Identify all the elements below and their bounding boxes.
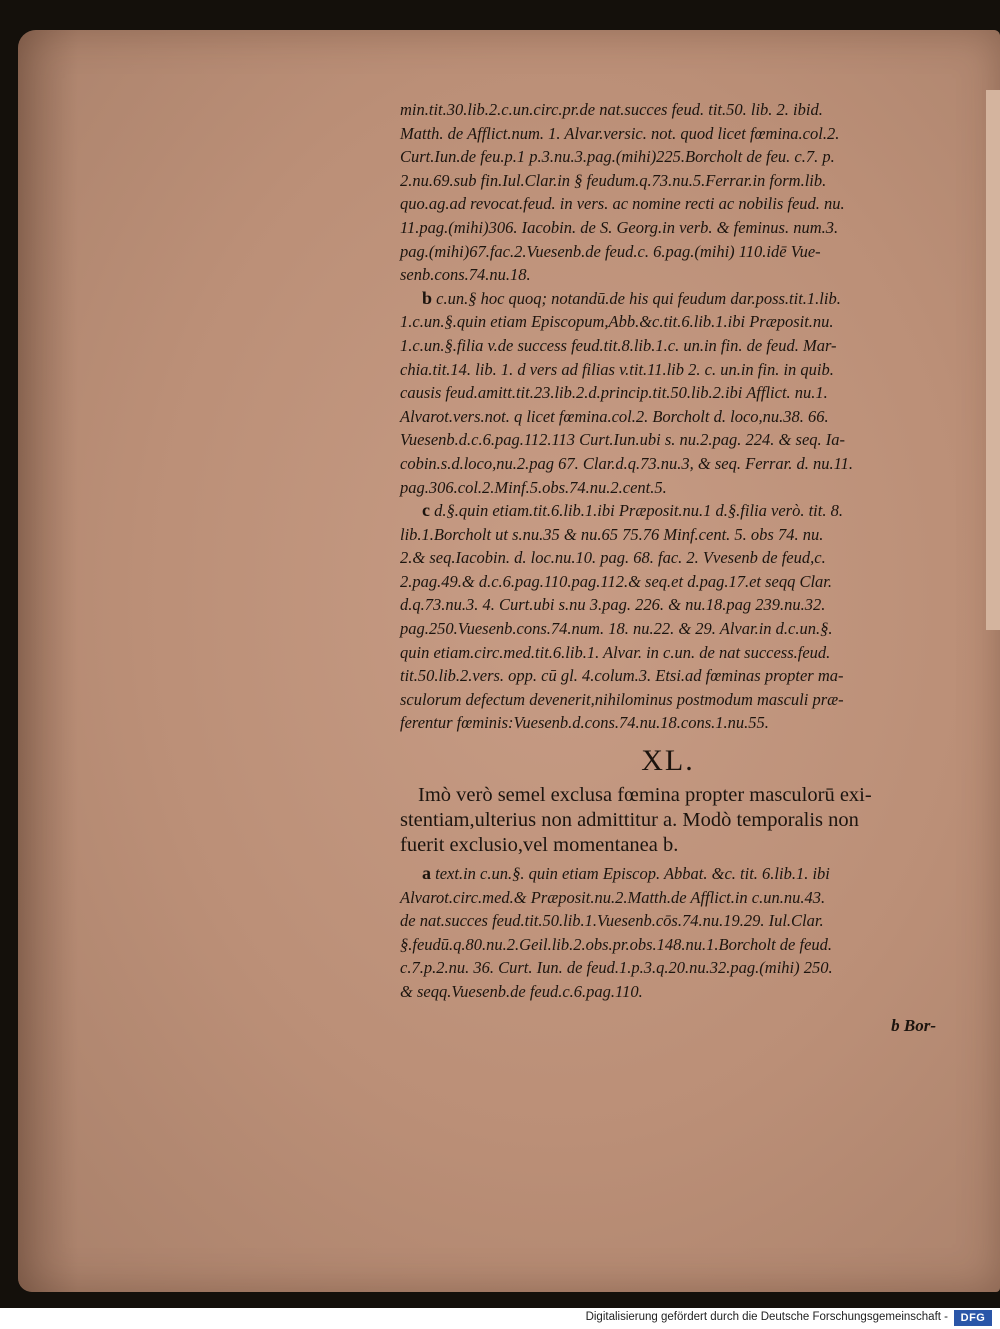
catchword: b Bor- xyxy=(891,1015,936,1035)
note-marker: a xyxy=(422,863,431,884)
note-line: Curt.Iun.de feu.p.1 p.3.nu.3.pag.(mihi)225.Borcholt de feu. c.7. p. xyxy=(400,147,835,167)
note-line: c.un.§ hoc quoq; notandū.de his qui feudum dar.poss.tit.1.lib. xyxy=(436,288,841,308)
note-line: 1.c.un.§.filia v.de success feud.tit.8.lib.1.c. un.in fin. de feud. Mar- xyxy=(400,335,837,355)
note-line: pag.306.col.2.Minf.5.obs.74.nu.2.cent.5. xyxy=(400,477,667,497)
note-c xyxy=(400,499,936,735)
note-line: pag.250.Vuesenb.cons.74.num. 18. nu.22. & 29. Alvar.in d.c.un.§. xyxy=(400,619,833,639)
footer-credit: Digitalisierung gefördert durch die Deutsche Forschungsgemeinschaft - xyxy=(585,1311,948,1323)
note-line: 2.nu.69.sub fin.Iul.Clar.in § feudum.q.73.nu.5.Ferrar.in form.lib. xyxy=(400,170,827,190)
note-line: d.§.quin etiam.tit.6.lib.1.ibi Præposit.nu.1 d.§.filia verò. tit. 8. xyxy=(434,501,843,521)
note-line: c.7.p.2.nu. 36. Curt. Iun. de feud.1.p.3.q.20.nu.32.pag.(mihi) 250. xyxy=(400,958,833,978)
note-line: senb.cons.74.nu.18. xyxy=(400,265,531,285)
digitization-footer xyxy=(0,1308,1000,1329)
note-line: tit.50.lib.2.vers. opp. cū gl. 4.colum.3. Etsi.ad fœminas propter ma- xyxy=(400,666,844,686)
section-heading: XL. xyxy=(641,744,695,778)
note-line: pag.(mihi)67.fac.2.Vuesenb.de feud.c. 6.pag.(mihi) 110.idē Vue- xyxy=(400,241,821,261)
note-line: quin etiam.circ.med.tit.6.lib.1. Alvar. in c.un. de nat success.feud. xyxy=(400,642,831,662)
note-continuation xyxy=(400,98,936,287)
note-b xyxy=(400,287,936,499)
note-line: de nat.succes feud.tit.50.lib.1.Vuesenb.cōs.74.nu.19.29. Iul.Clar. xyxy=(400,911,824,931)
note-line: 1.c.un.§.quin etiam Episcopum,Abb.&c.tit.6.lib.1.ibi Præposit.nu. xyxy=(400,312,834,332)
note-line: sculorum defectum devenerit,nihilominus postmodum masculi præ- xyxy=(400,689,844,709)
note-line: cobin.s.d.loco,nu.2.pag 67. Clar.d.q.73.nu.3, & seq. Ferrar. d. nu.11. xyxy=(400,453,853,473)
note-line: ferentur fœminis:Vuesenb.d.cons.74.nu.18.cons.1.nu.55. xyxy=(400,713,769,733)
note-line: & seqq.Vuesenb.de feud.c.6.pag.110. xyxy=(400,982,643,1001)
note-line: causis feud.amitt.tit.23.lib.2.d.princip.tit.50.lib.2.ibi Afflict. nu.1. xyxy=(400,383,828,403)
main-text-line: Imò verò semel exclusa fœmina propter masculorū exi- xyxy=(418,784,872,807)
note-line: quo.ag.ad revocat.feud. in vers. ac nomine recti ac nobilis feud. nu. xyxy=(400,194,845,214)
note-line: Vuesenb.d.c.6.pag.112.113 Curt.Iun.ubi s. nu.2.pag. 224. & seq. Ia- xyxy=(400,430,846,450)
page-text-block xyxy=(400,98,936,1036)
note-line: Matth. de Afflict.num. 1. Alvar.versic. not. quod licet fœmina.col.2. xyxy=(400,123,840,143)
notes-top xyxy=(400,98,936,735)
note-line: 2.& seq.Iacobin. d. loc.nu.10. pag. 68. fac. 2. Vvesenb de feud,c. xyxy=(400,548,826,568)
note-line: §.feudū.q.80.nu.2.Geil.lib.2.obs.pr.obs.148.nu.1.Borcholt de feud. xyxy=(400,934,833,954)
note-line: lib.1.Borcholt ut s.nu.35 & nu.65 75.76 Minf.cent. 5. obs 74. nu. xyxy=(400,524,824,544)
note-line: Alvarot.vers.not. q licet fœmina.col.2. Borcholt d. loco,nu.38. 66. xyxy=(400,406,829,426)
note-a xyxy=(400,862,936,1004)
note-line: 11.pag.(mihi)306. Iacobin. de S. Georg.in verb. & feminus. num.3. xyxy=(400,217,839,237)
note-line: chia.tit.14. lib. 1. d vers ad filias v.tit.11.lib 2. c. un.in fin. in quib. xyxy=(400,359,834,379)
dfg-logo-icon: DFG xyxy=(954,1310,992,1326)
note-line: d.q.73.nu.3. 4. Curt.ubi s.nu 3.pag. 226. & nu.18.pag 239.nu.32. xyxy=(400,595,826,615)
note-line: Alvarot.circ.med.& Præposit.nu.2.Matth.de Afflict.in c.un.nu.43. xyxy=(400,887,826,907)
note-marker: b xyxy=(422,287,433,308)
main-paragraph xyxy=(400,783,936,858)
note-line: 2.pag.49.& d.c.6.pag.110.pag.112.& seq.et d.pag.17.et seqq Clar. xyxy=(400,571,833,591)
note-line: min.tit.30.lib.2.c.un.circ.pr.de nat.succes feud. tit.50. lib. 2. ibid. xyxy=(400,100,823,119)
note-line: text.in c.un.§. quin etiam Episcop. Abbat. &c. tit. 6.lib.1. ibi xyxy=(435,864,830,884)
note-marker: c xyxy=(422,500,430,521)
page-edge xyxy=(986,90,1000,630)
main-text-line: stentiam,ulterius non admittitur a. Modò temporalis non xyxy=(400,809,859,832)
main-text-line: fuerit exclusio,vel momentanea b. xyxy=(400,834,679,857)
